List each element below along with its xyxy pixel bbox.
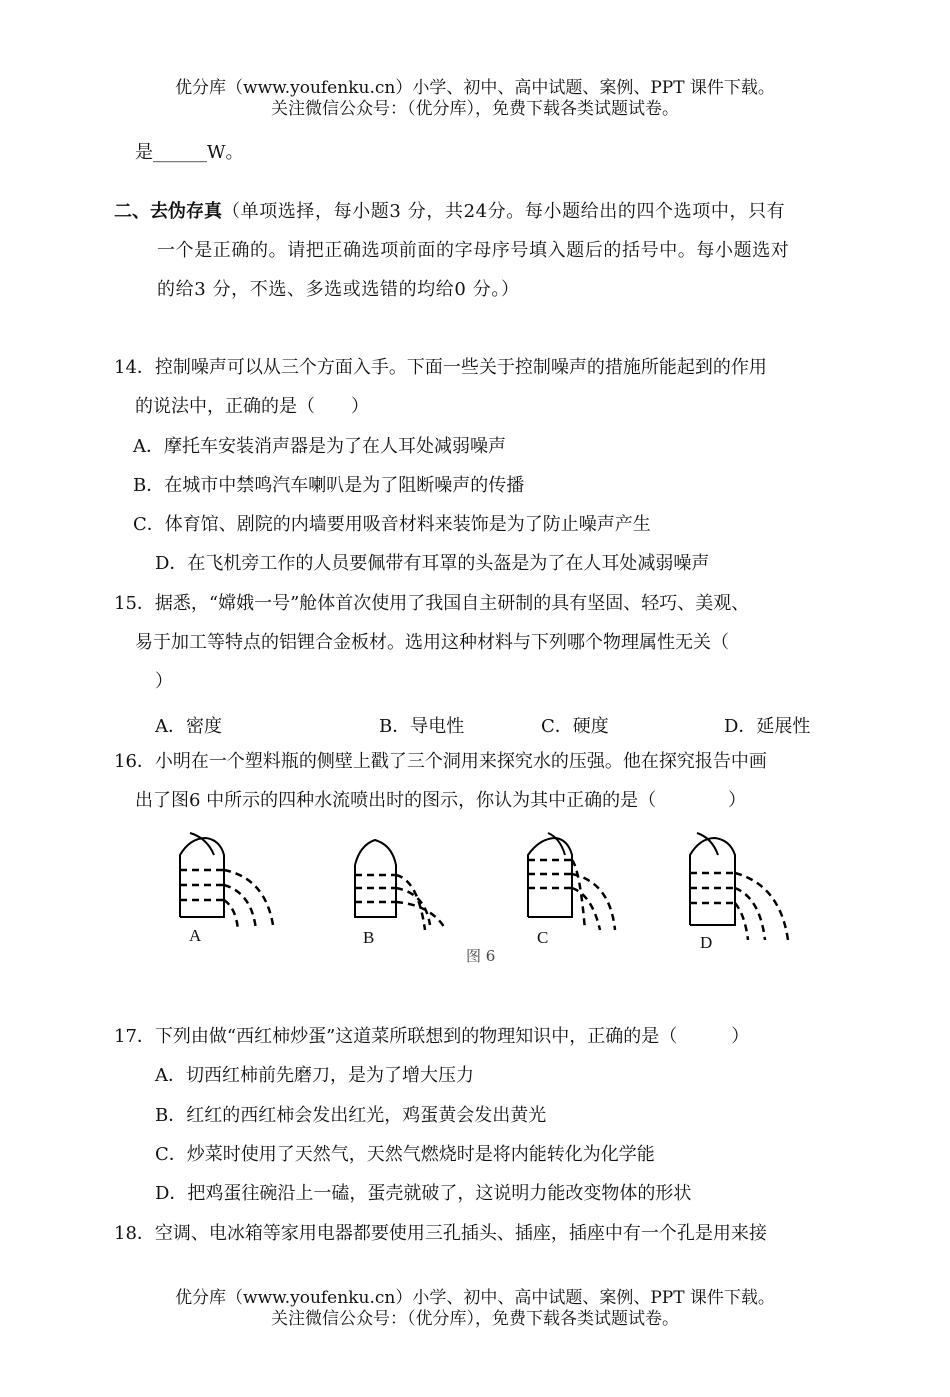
q14-option-a: A．摩托车安装消声器是为了在人耳处减弱噪声 xyxy=(133,436,506,457)
section2-desc2: 一个是正确的。请把正确选项前面的字母序号填入题后的括号中。每小题选对 xyxy=(157,240,790,261)
q17-option-d: D．把鸡蛋往碗沿上一磕，蛋壳就破了，这说明力能改变物体的形状 xyxy=(155,1183,692,1204)
q14-stem-line1: 14．控制噪声可以从三个方面入手。下面一些关于控制噪声的措施所能起到的作用 xyxy=(114,357,767,378)
page-header-line2: 关注微信公众号：（优分库），免费下载各类试题试卷。 xyxy=(271,99,679,119)
section2-title: 二、去伪存真 xyxy=(114,201,222,222)
bottle-b-diagram xyxy=(355,840,446,930)
q15-option-d: D．延展性 xyxy=(724,716,811,737)
figure-label-b: B xyxy=(363,928,375,947)
q16-stem-line1: 16．小明在一个塑料瓶的侧壁上戳了三个洞用来探究水的压强。他在探究报告中画 xyxy=(114,751,767,772)
page-footer-line2: 关注微信公众号：（优分库），免费下载各类试题试卷。 xyxy=(271,1309,679,1329)
q17-option-b: B．红红的西红柿会发出红光，鸡蛋黄会发出黄光 xyxy=(155,1105,547,1126)
bottle-c-diagram xyxy=(528,833,615,930)
q15-option-a: A．密度 xyxy=(155,716,222,737)
page-footer-line1: 优分库（www.youfenku.cn）小学、初中、高中试题、案例、PPT 课件下载。 xyxy=(175,1288,775,1308)
q17-stem: 17．下列由做“西红柿炒蛋”这道菜所联想到的物理知识中，正确的是（ ） xyxy=(114,1026,750,1047)
figure-label-c: C xyxy=(537,928,549,947)
bottle-d-diagram xyxy=(690,833,788,940)
q15-stem-line3: ） xyxy=(155,671,173,692)
q15-stem-line2: 易于加工等特点的铝锂合金板材。选用这种材料与下列哪个物理属性无关（ xyxy=(135,632,729,653)
q14-option-d: D．在飞机旁工作的人员要佩带有耳罩的头盔是为了在人耳处减弱噪声 xyxy=(155,553,710,574)
q16-stem-line2: 出了图6 中所示的四种水流喷出时的图示，你认为其中正确的是（ ） xyxy=(135,790,747,811)
q14-option-c: C．体育馆、剧院的内墙要用吸音材料来装饰是为了防止噪声产生 xyxy=(133,514,651,535)
q17-option-c: C．炒菜时使用了天然气，天然气燃烧时是将内能转化为化学能 xyxy=(155,1144,655,1165)
q18-stem-line1: 18．空调、电冰箱等家用电器都要使用三孔插头、插座，插座中有一个孔是用来接 xyxy=(114,1223,767,1244)
q14-stem-line2: 的说法中，正确的是（ ） xyxy=(135,396,369,417)
page-header-line1: 优分库（www.youfenku.cn）小学、初中、高中试题、案例、PPT 课件下载。 xyxy=(175,78,775,98)
q17-option-a: A．切西红柿前先磨刀，是为了增大压力 xyxy=(155,1065,474,1086)
section2-desc1: （单项选择，每小题3 分，共24分。每小题给出的四个选项中，只有 xyxy=(222,201,786,222)
figure-label-d: D xyxy=(700,933,713,952)
q15-stem-line1: 15．据悉，“嫦娥一号”舱体首次使用了我国自主研制的具有坚固、轻巧、美观、 xyxy=(114,593,750,614)
figure-label-a: A xyxy=(189,926,202,945)
carryover-line: 是______W。 xyxy=(135,142,244,163)
q15-option-b: B．导电性 xyxy=(379,716,465,737)
q15-option-c: C．硬度 xyxy=(541,716,609,737)
section2-desc3: 的给3 分，不选、多选或选错的均给0 分。） xyxy=(157,279,520,300)
figure-6-caption: 图 6 xyxy=(466,947,496,965)
bottle-a-diagram xyxy=(180,833,273,930)
q14-option-b: B．在城市中禁鸣汽车喇叭是为了阻断噪声的传播 xyxy=(133,475,525,496)
